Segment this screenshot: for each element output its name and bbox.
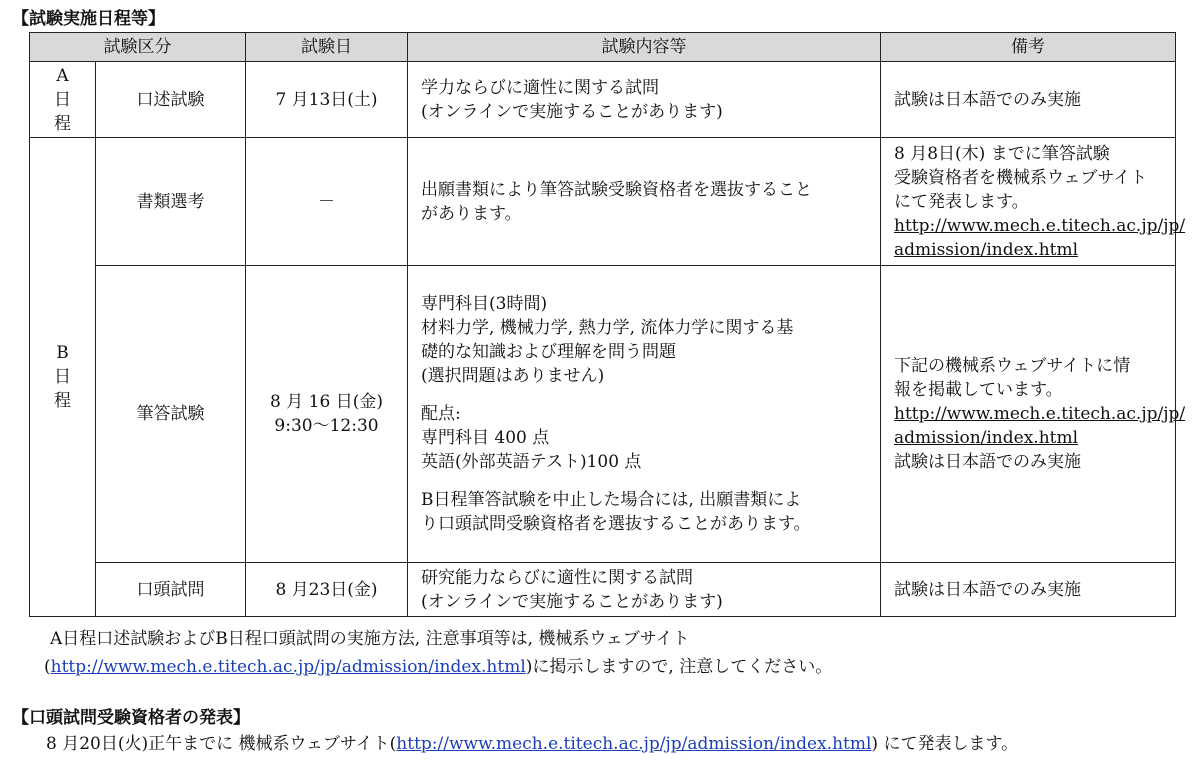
table-row — [30, 563, 1176, 617]
header-exam-date: 試験日 — [246, 33, 408, 62]
exam-date-oral-interview: 8 月23日(金) — [246, 563, 408, 617]
announcement-text: 8 月20日(火)正午までに 機械系ウェブサイト(http://www.mech.e.titech.ac.jp/jp/admission/index.html) にて発表します。 — [46, 734, 1019, 754]
exam-type-written: 筆答試験 — [96, 266, 246, 563]
exam-type-document-screening: 書類選考 — [96, 138, 246, 266]
header-exam-content: 試験内容等 — [408, 33, 881, 62]
table-row — [30, 62, 1176, 138]
table-row — [30, 266, 1176, 563]
exam-date-document-screening: － — [246, 138, 408, 266]
remarks-document-screening: 8 月8日(木) までに筆答試験 受験資格者を機械系ウェブサイト にて発表します。 http://www.mech.e.titech.ac.jp/jp/ admission/index.html — [881, 138, 1176, 266]
exam-type-oral-interview: 口頭試問 — [96, 563, 246, 617]
exam-date-oral: 7 月13日(土) — [246, 62, 408, 138]
remarks-written: 下記の機械系ウェブサイトに情 報を掲載しています。 http://www.mech.e.titech.ac.jp/jp/ admission/index.html 試験は日本語でのみ実施 — [881, 266, 1176, 563]
remarks-oral-interview: 試験は日本語でのみ実施 — [881, 563, 1176, 617]
mech-website-url-link[interactable]: http://www.mech.e.titech.ac.jp/jp/ — [894, 215, 1186, 236]
exam-content-oral-interview: 研究能力ならびに適性に関する試問 (オンラインで実施することがあります) — [408, 563, 881, 617]
mech-admission-link[interactable]: http://www.mech.e.titech.ac.jp/jp/admission/index.html — [396, 734, 872, 754]
remarks-oral: 試験は日本語でのみ実施 — [881, 62, 1176, 138]
mech-website-url-link[interactable]: http://www.mech.e.titech.ac.jp/jp/ — [894, 404, 1186, 424]
score-title: 配点: — [421, 404, 461, 424]
section-title-announcement: 【口頭試問受験資格者の発表】 — [12, 708, 250, 728]
note-line-1: A日程口述試験およびB日程口頭試問の実施方法, 注意事項等は, 機械系ウェブサイト — [50, 629, 690, 649]
section-title-schedule: 【試験実施日程等】 — [12, 9, 165, 29]
schedule-table — [29, 32, 1186, 617]
exam-content-oral: 学力ならびに適性に関する試問 (オンラインで実施することがあります) — [408, 62, 881, 138]
header-exam-category: 試験区分 — [30, 33, 246, 62]
score-english: 英語(外部英語テスト)100 点 — [421, 452, 642, 472]
table-header-row — [30, 33, 1176, 62]
exam-time-written: 9:30～12:30 — [274, 416, 379, 436]
mech-website-url-link-cont[interactable]: admission/index.html — [894, 428, 1079, 448]
exam-date-written: 8 月 16 日(金) 9:30～12:30 — [246, 266, 408, 563]
group-label-a: A 日 程 — [30, 62, 96, 138]
header-remarks: 備考 — [881, 33, 1176, 62]
exam-content-document-screening: 出願書類により筆答試験受験資格者を選抜すること があります。 — [408, 138, 881, 266]
note-line-2: (http://www.mech.e.titech.ac.jp/jp/admission/index.html)に掲示しますので, 注意してください。 — [44, 657, 833, 677]
mech-admission-link[interactable]: http://www.mech.e.titech.ac.jp/jp/admission/index.html — [50, 657, 526, 677]
score-specialty: 専門科目 400 点 — [421, 428, 550, 448]
mech-website-url-link-cont[interactable]: admission/index.html — [894, 239, 1079, 260]
group-label-b: B 日 程 — [30, 138, 96, 617]
table-row — [30, 138, 1176, 266]
exam-type-oral: 口述試験 — [96, 62, 246, 138]
exam-content-written: 専門科目(3時間) 材料力学, 機械力学, 熱力学, 流体力学に関する基 礎的な知識および理解を問う問題 (選択問題はありません) 配点: 専門科目 400 点 英語(外部英語テスト)100 点 B日程筆答試験を中止した場合には, 出願書類によ り口頭試問受験資格者を選抜することがあります。 — [408, 266, 881, 563]
